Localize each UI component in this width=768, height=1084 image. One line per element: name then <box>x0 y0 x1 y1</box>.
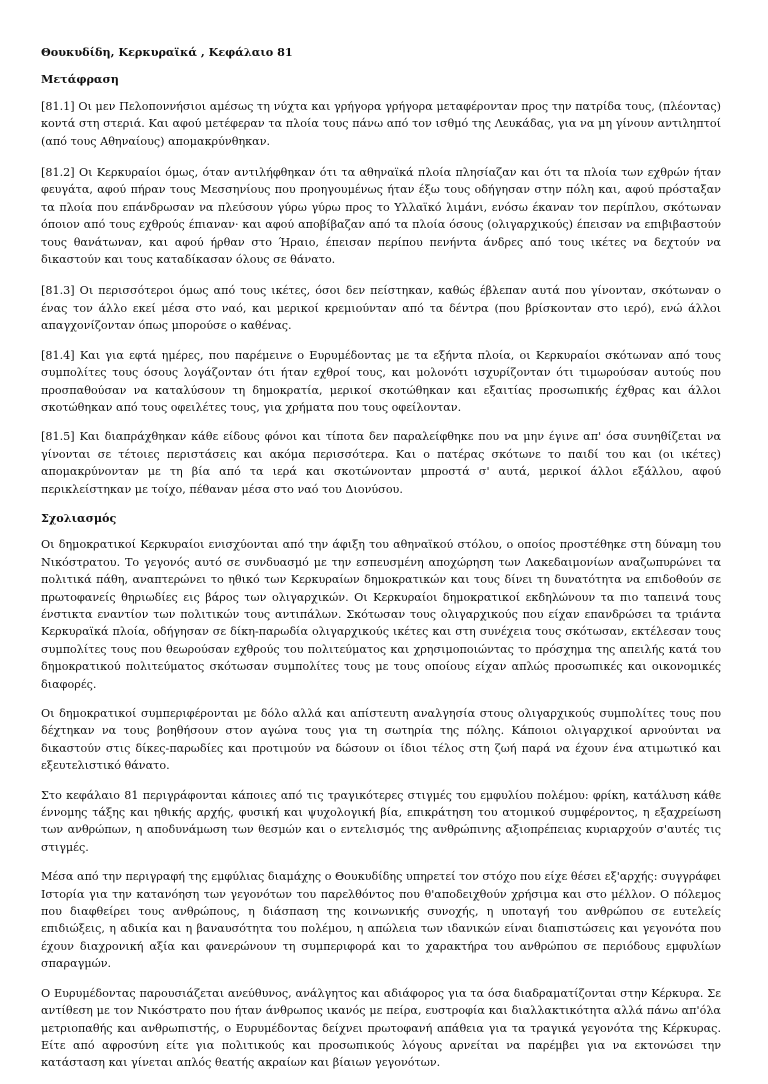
translation-paragraph-81-2: [81.2] Οι Κερκυραίοι όμως, όταν αντιλήφθηκαν ότι τα αθηναϊκά πλοία πλησίαζαν και ότι τα πλοία των εχθρών ήταν φευγάτα, αφού πήραν τους Μεσσηνίους που προηγουμένως ήταν έξω τους οδήγησαν στην πόλη και, αφού πρόσταξαν τα πλοία που επάνδρωσαν να πλεύσουν γύρω γύρω προς το Υλλαϊκό λιμάνι, ενόσω έκαναν τον περίπλου, σκότωναν όποιον από τους εχθρούς έπιαναν· και αφού αποβίβαζαν από τα πλοία όσους (ολιγαρχικούς) έπεισαν να επιβιβαστούν τους θανάτωναν, και αφού ήρθαν στο Ήραιο, έπεισαν περίπου πενήντα άνδρες από τους ικέτες να δεχτούν να δικαστούν και τους καταδίκασαν όλους σε θάνατο. <box>41 166 721 267</box>
translation-paragraph-81-4: [81.4] Και για εφτά ημέρες, που παρέμεινε ο Ευρυμέδοντας με τα εξήντα πλοία, οι Κερκυραίοι σκότωναν από τους συμπολίτες τους όσους λογάζονταν ότι ήταν εχθροί τους, και μολονότι ισχυρίζονταν ότι τιμωρούσαν αυτούς που προσπαθούσαν να καταλύσουν τη δημοκρατία, μερικοί σκοτώθηκαν και εξαιτίας προσωπικής έχθρας και άλλοι σκοτώθηκαν από τους οφειλέτες τους, για χρήματα που τους οφείλονταν. <box>41 348 721 414</box>
translation-paragraph-81-5: [81.5] Και διαπράχθηκαν κάθε είδους φόνοι και τίποτα δεν παραλείφθηκε που να μην έγινε απ' όσα συνηθίζεται να γίνονται σε τέτοιες περιστάσεις και ακόμα περισσότερα. Και ο πατέρας σκότωνε το παιδί του και (οι ικέτες) απομακρύνονταν με τη βία από τα ιερά και σκοτώνονταν μπροστά σ' αυτά, μερικοί άλλοι εξάλλου, αφού περικλείστηκαν με τοίχο, πέθαναν μέσα στο ναό του Διονύσου. <box>41 430 721 496</box>
commentary-heading: Σχολιασμός <box>41 510 117 525</box>
translation-heading: Μετάφραση <box>41 72 119 87</box>
document-page <box>41 44 721 1084</box>
commentary-paragraph: Στο κεφάλαιο 81 περιγράφονται κάποιες από τις τραγικότερες στιγμές του εμφυλίου πολέμου: φρίκη, κατάλυση κάθε έννομης τάξης και ηθικής αρχής, φυσική και ψυχολογική βία, επικράτηση του ατομικού συμφέροντος, η εξαχρείωση των ανθρώπων, η αποδυνάμωση των θεσμών και ο εντελισμός της ανθρώπινης αξιοπρέπειας κυριαρχούν σ'αυτές τις στιγμές. <box>41 788 721 854</box>
commentary-paragraph: Μέσα από την περιγραφή της εμφύλιας διαμάχης ο Θουκυδίδης υπηρετεί τον στόχο που είχε θέσει εξ'αρχής: συγγράφει Ιστορία για την κατανόηση των γεγονότων του παρελθόντος που θ'αποδειχθούν χρήσιμα και στο μέλλον. Ο πόλεμος που διαφθείρει τους ανθρώπους, η διάσπαση της κοινωνικής συνοχής, η υποταγή του ανθρώπου σε ευτελείς επιδιώξεις, η αδικία και η βαναυσότητα του πολέμου, η απώλεια των ιδανικών είναι διαπιστώσεις και γεγονότα που έχουν διαχρονική αξία και φανερώνουν τη συμπεριφορά και το χαρακτήρα του ανθρώπου σε περιόδους εμφυλίων σπαραγμών. <box>41 870 721 971</box>
document-title: Θουκυδίδη, Κερκυραϊκά , Κεφάλαιο 81 <box>41 45 293 59</box>
translation-paragraph-81-3: [81.3] Οι περισσότεροι όμως από τους ικέτες, όσοι δεν πείστηκαν, καθώς έβλεπαν αυτά που γίνονταν, σκότωναν ο ένας τον άλλο εκεί μέσα στο ναό, και μερικοί κρεμιούνταν από τα δέντρα (που βρίσκονταν στο ιερό), ενώ άλλοι απαγχονίζονταν όπως μπορούσε ο καθένας. <box>41 284 721 333</box>
commentary-paragraph: Οι δημοκρατικοί Κερκυραίοι ενισχύονται από την άφιξη του αθηναϊκού στόλου, ο οποίος προστέθηκε στη δύναμη του Νικόστρατου. Το γεγονός αυτό σε συνδυασμό με την εσπευσμένη αποχώρηση των Λακεδαιμονίων αναζωπυρώνει τα πολιτικά πάθη, αναπτερώνει το ηθικό των Κερκυραίων δημοκρατικών και τους δίνει τη δυνατότητα να επιδοθούν σε πρωτοφανείς θηριωδίες εις βάρος των ολιγαρχικών. Οι Κερκυραίοι δημοκρατικοί εκδηλώνουν τα πιο ταπεινά τους ένστικτα εναντίον των πολιτικών τους αντιπάλων. Σκότωσαν τους ολιγαρχικούς που είχαν επανδρώσει τα τριάντα Κερκυραϊκά πλοία, οδήγησαν σε δίκη-παρωδία ολιγαρχικούς ικέτες και στη συνέχεια τους σκότωσαν, εκτέλεσαν τους συμπολίτες τους που θεωρούσαν εχθρούς του πολιτεύματος και χρησιμοποιώντας το πρόσχημα της απειλής κατά του δημοκρατικού πολιτεύματος σκότωσαν συμπολίτες τους με τους οποίους είχαν απλώς προσωπικές και οικονομικές διαφορές. <box>41 538 721 691</box>
commentary-paragraph: Ο Ευρυμέδοντας παρουσιάζεται ανεύθυνος, ανάλγητος και αδιάφορος για τα όσα διαδραματίζονται στην Κέρκυρα. Σε αντίθεση με τον Νικόστρατο που ήταν άνθρωπος ικανός με πείρα, ευστροφία και διαλλακτικότητα αλλά πάνω απ'όλα μετριοπαθής και ανθρωπιστής, ο Ευρυμέδοντας δείχνει πρωτοφανή απάθεια για τα τραγικά γεγονότα της Κέρκυρας. Είτε από αφροσύνη είτε για πολιτικούς και προσωπικούς λόγους αρνείται να παρέμβει για να εκτονώσει την κατάσταση και γίνεται απλός θεατής ακραίων και βίαιων γεγονότων. <box>41 986 721 1070</box>
translation-paragraph-81-1: [81.1] Οι μεν Πελοποννήσιοι αμέσως τη νύχτα και γρήγορα γρήγορα μεταφέρονταν προς την πατρίδα τους, (πλέοντας) κοντά στη στεριά. Και αφού μετέφεραν τα πλοία τους πάνω από τον ισθμό της Λευκάδας, για να μη γίνουν αντιληπτοί (από τους Αθηναίους) απομακρύνθηκαν. <box>41 99 721 148</box>
commentary-paragraph: Οι δημοκρατικοί συμπεριφέρονται με δόλο αλλά και απίστευτη αναλγησία στους ολιγαρχικούς συμπολίτες τους που δέχτηκαν να τους βοηθήσουν στον αγώνα τους για τη σωτηρία της πόλης. Κάποιοι ολιγαρχικοί αρνούνται να δικαστούν στις δίκες-παρωδίες και προτιμούν να δώσουν οι ίδιοι τέλος στη ζωή παρά να έχουν ένα ατιμωτικό και εξευτελιστικό θάνατο. <box>41 707 721 773</box>
